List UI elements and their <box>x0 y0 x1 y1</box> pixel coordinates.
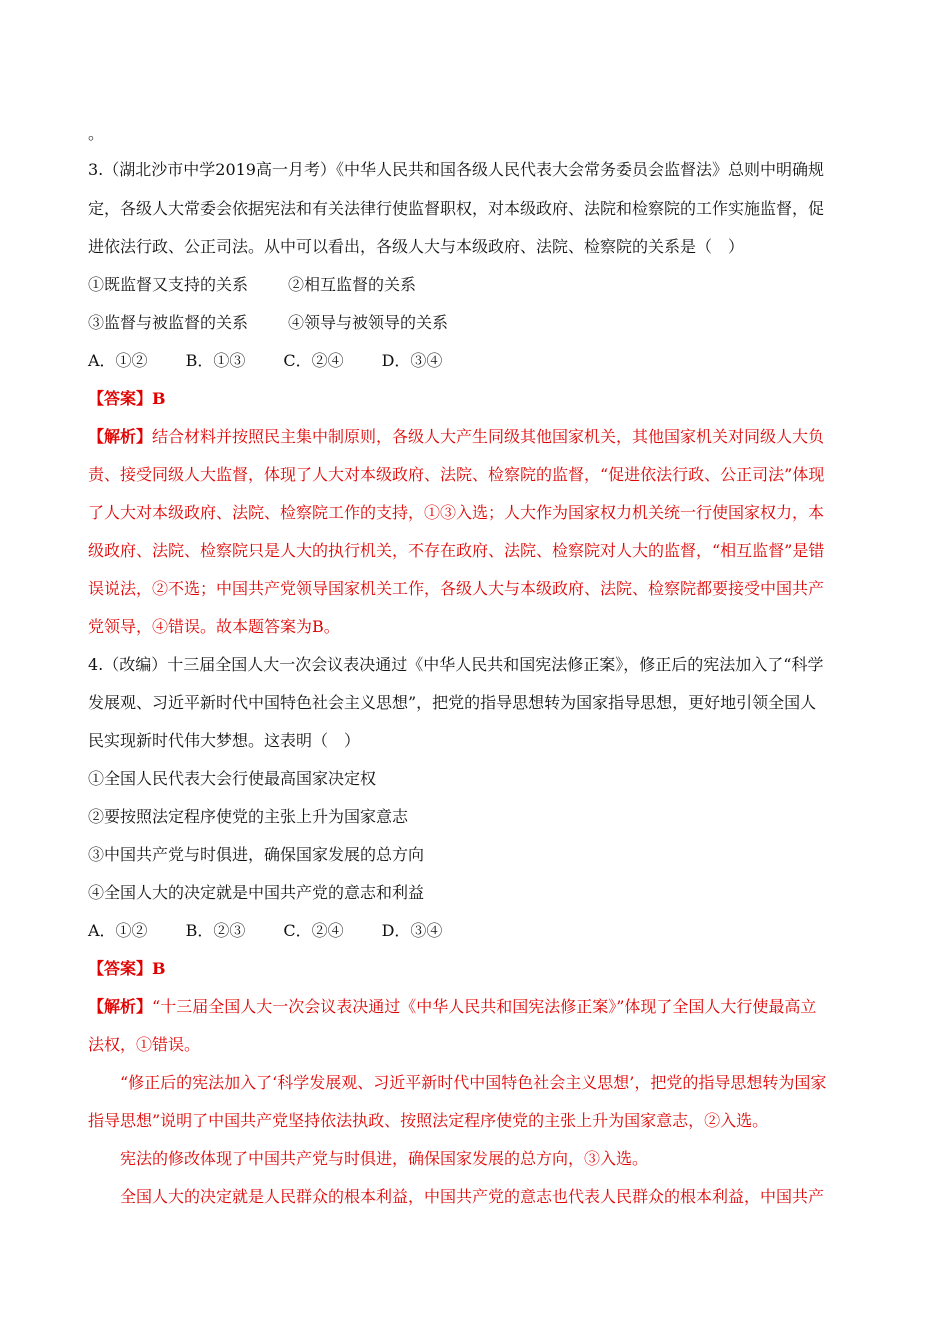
q3-statement-2: ②相互监督的关系 <box>288 275 417 294</box>
q3-analysis-line-6: 党领导，④错误。故本题答案为B。 <box>88 617 340 636</box>
q3-answer: 【答案】B <box>88 389 166 408</box>
q4-analysis-line-6: 全国人大的决定就是人民群众的根本利益，中国共产党的意志也代表人民群众的根本利益，中国共产 <box>120 1187 825 1206</box>
q4-option-b: B．②③ <box>185 921 246 940</box>
q4-analysis-tag: 【解析】 <box>88 997 153 1016</box>
q4-stem-line-1: 4.（改编）十三届全国人大一次会议表决通过《中华人民共和国宪法修正案》，修正后的宪法加入了“科学 <box>88 655 824 674</box>
q3-analysis-text-1: 结合材料并按照民主集中制原则，各级人大产生同级其他国家机关，其他国家机关对同级人大负 <box>152 427 825 446</box>
q3-analysis-line-2: 责、接受同级人大监督，体现了人大对本级政府、法院、检察院的监督，“促进依法行政、公正司法”体现 <box>88 465 825 484</box>
q4-analysis-line-1 <box>88 997 816 1017</box>
q4-stem-line-2: 发展观、习近平新时代中国特色社会主义思想”，把党的指导思想转为国家指导思想，更好地引领全国人 <box>88 693 817 712</box>
q3-option-c: C．②④ <box>283 351 344 370</box>
q4-analysis-line-2: 法权，①错误。 <box>88 1035 201 1054</box>
q4-option-d: D．③④ <box>381 921 443 940</box>
q4-options <box>88 921 480 941</box>
q3-options <box>88 351 480 371</box>
leading-punctuation: 。 <box>88 124 105 143</box>
q3-analysis-tag: 【解析】 <box>88 427 153 446</box>
q3-stem-line-2: 定，各级人大常委会依据宪法和有关法律行使监督职权，对本级政府、法院和检察院的工作实施监督，促 <box>88 199 825 218</box>
q4-statement-2: ②要按照法定程序使党的主张上升为国家意志 <box>88 807 409 826</box>
q3-option-b: B．①③ <box>185 351 246 370</box>
q3-analysis-line-5: 误说法，②不选；中国共产党领导国家机关工作，各级人大与本级政府、法院、检察院都要接受中国共产 <box>88 579 825 598</box>
q4-statement-1: ①全国人民代表大会行使最高国家决定权 <box>88 769 377 788</box>
q4-statement-4: ④全国人大的决定就是中国共产党的意志和利益 <box>88 883 425 902</box>
q3-statement-4: ④领导与被领导的关系 <box>288 313 449 332</box>
q3-analysis-line-3: 了人大对本级政府、法院、检察院工作的支持，①③入选；人大作为国家权力机关统一行使国家权力，本 <box>88 503 825 522</box>
q4-option-c: C．②④ <box>283 921 344 940</box>
q3-stem-line-3: 进依法行政、公正司法。从中可以看出，各级人大与本级政府、法院、检察院的关系是（ ） <box>88 237 745 256</box>
q4-stem-line-3: 民实现新时代伟大梦想。这表明（ ） <box>88 731 361 750</box>
q4-statement-3: ③中国共产党与时俱进，确保国家发展的总方向 <box>88 845 425 864</box>
q4-answer: 【答案】B <box>88 959 166 978</box>
q3-analysis-line-4: 级政府、法院、检察院只是人大的执行机关，不存在政府、法院、检察院对人大的监督，“相互监督”是错 <box>88 541 825 560</box>
q4-analysis-line-3: “修正后的宪法加入了‘科学发展观、习近平新时代中国特色社会主义思想’，把党的指导思想转为国家 <box>120 1073 827 1092</box>
q3-statements-row-2 <box>88 313 448 333</box>
q4-analysis-text-1: “十三届全国人大一次会议表决通过《中华人民共和国宪法修正案》”体现了全国人大行使最高立 <box>152 997 817 1016</box>
q3-option-a: A．①② <box>88 351 148 370</box>
q3-statement-3: ③监督与被监督的关系 <box>88 313 249 332</box>
q3-statement-1: ①既监督又支持的关系 <box>88 275 249 294</box>
q3-stem-line-1: 3.（湖北沙市中学2019高一月考）《中华人民共和国各级人民代表大会常务委员会监督法》总则中明确规 <box>88 160 824 179</box>
q3-statements-row-1 <box>88 275 416 295</box>
q4-option-a: A．①② <box>88 921 148 940</box>
q4-analysis-line-4: 指导思想”说明了中国共产党坚持依法执政、按照法定程序使党的主张上升为国家意志，②入选。 <box>88 1111 769 1130</box>
q3-option-d: D．③④ <box>381 351 443 370</box>
q3-analysis-line-1 <box>88 427 824 447</box>
q4-analysis-line-5: 宪法的修改体现了中国共产党与时俱进，确保国家发展的总方向，③入选。 <box>120 1149 649 1168</box>
